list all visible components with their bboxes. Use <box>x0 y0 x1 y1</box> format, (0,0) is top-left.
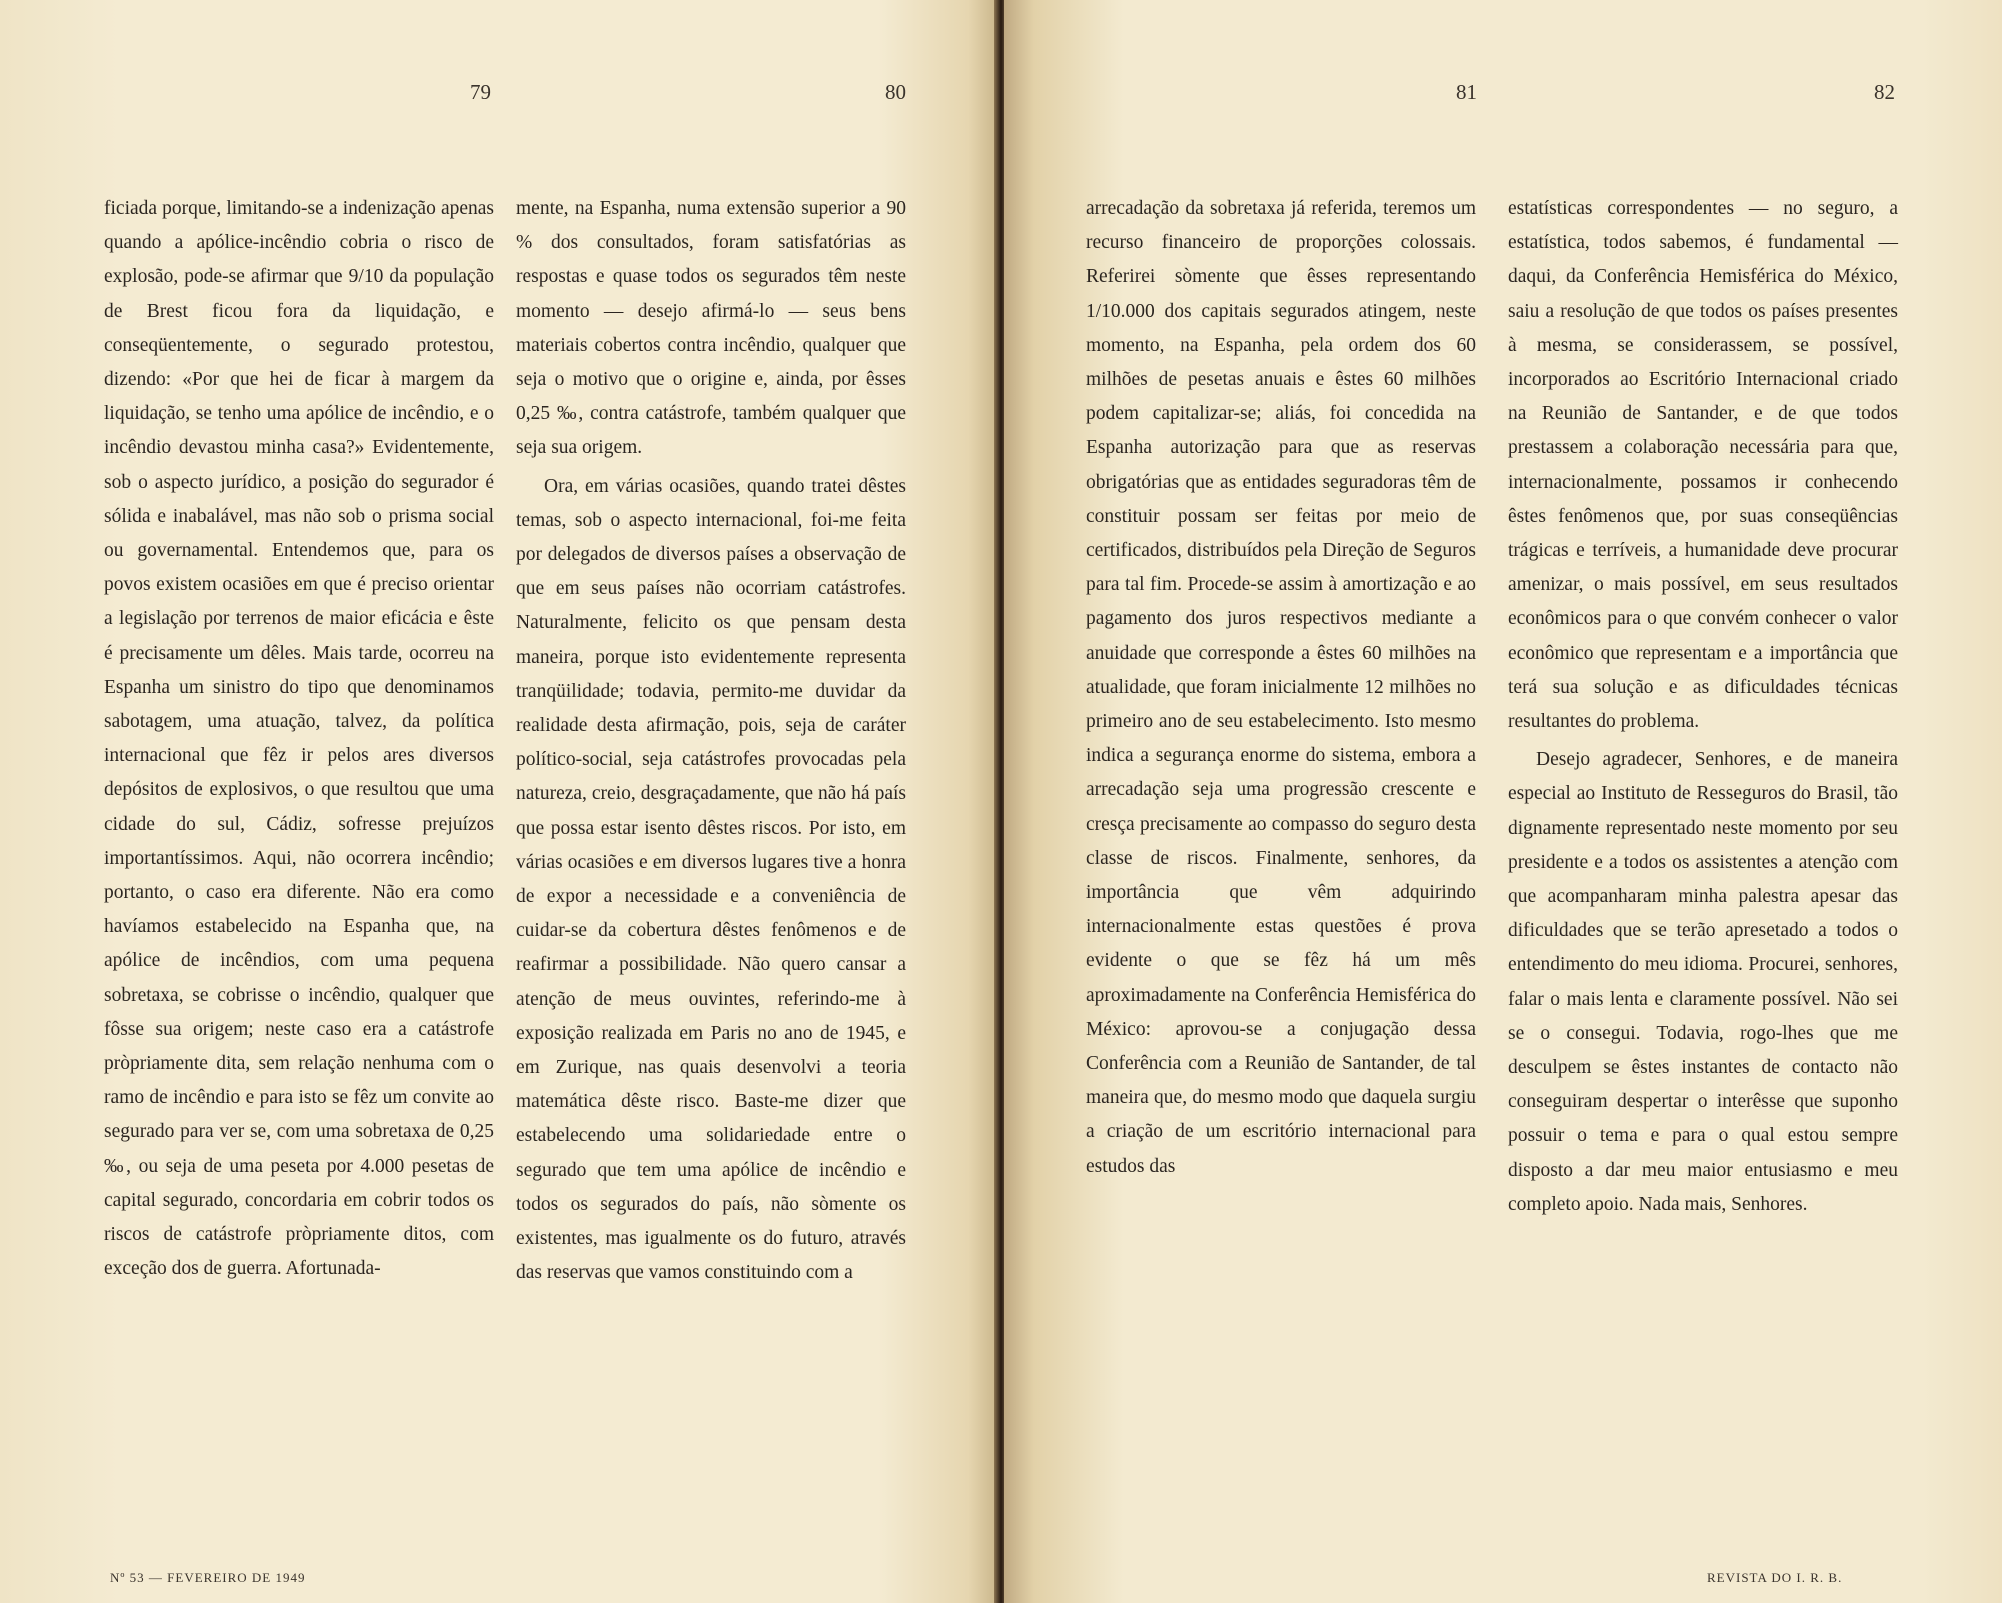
right-page <box>1004 0 2002 1603</box>
paragraph: estatísticas correspondentes — no seguro, a estatística, todos sabemos, é fundamental — daqui, da Conferência Hemisférica do México, saiu a resolução de que todos os países presentes à mesma, se considerassem, se possível, incorporados ao Escritório Internacional criado na Reunião de Santander, e de que todos prestassem a colaboração necessária para que, internacionalmente, possamos ir conhecendo êstes fenômenos que, por suas conseqüências trágicas e terríveis, a humanidade deve procurar amenizar, o mais possível, em seus resultados econômicos para o que convém conhecer o valor econômico que representam e a importância que terá sua solução e as dificuldades técnicas resultantes do problema. <box>1508 198 1898 733</box>
left-page <box>0 0 998 1603</box>
paragraph: Ora, em várias ocasiões, quando tratei dêstes temas, sob o aspecto internacional, foi-me feita por delegados de diversos países a observação de que em seus países não ocorriam catástrofes. Naturalmente, felicito os que pensam desta maneira, porque isto evidentemente representa tranqüilidade; todavia, permito-me duvidar da realidade desta afirmação, pois, seja de caráter político-social, seja catástrofes provocadas pela natureza, creio, desgraçadamente, que não há país que possa estar isento dêstes riscos. Por isto, em várias ocasiões e em diversos lugares tive a honra de expor a necessidade e a conveniência de cuidar-se da cobertura dêstes fenômenos e de reafirmar a possibilidade. Não quero cansar a atenção de meus ouvintes, referindo-me à exposição realizada em Paris no ano de 1945, e em Zurique, nas quais desenvolvi a teoria matemática dêste risco. Baste-me dizer que estabelecendo uma solidariedade entre o segurado que tem uma apólice de incêndio e todos os segurados do país, não sòmente os existentes, mas igualmente os do futuro, através das reservas que vamos constituindo com a <box>516 475 906 1284</box>
page-number-79: 79 <box>470 80 491 104</box>
paragraph: Desejo agradecer, Senhores, e de maneira especial ao Instituto de Resseguros do Brasil, tão dignamente representado neste momento por seu presidente e a todos os assistentes a atenção com que acompanharam minha palestra apesar das dificuldades que se terão apresetado a todos o entendimento do meu idioma. Procurei, senhores, falar o mais lenta e claramente possível. Não sei se o consegui. Todavia, rogo-lhes que me desculpem se êstes instantes de contacto não conseguiram despertar o interêsse que suponho possuir o tema e para o qual estou sempre disposto a dar meu maior entusiasmo e meu completo apoio. Nada mais, Senhores. <box>1508 749 1898 1215</box>
column-page-80 <box>516 192 906 1291</box>
footer-journal: REVISTA DO I. R. B. <box>1707 1570 1843 1585</box>
column-page-81 <box>1086 192 1476 1184</box>
paragraph: ficiada porque, limitando-se a indenização apenas quando a apólice-incêndio cobria o risco de explosão, pode-se afirmar que 9/10 da população de Brest ficou fora da liquidação, e conseqüentemente, o segurado protestou, dizendo: «Por que hei de ficar à margem da liquidação, se tenho uma apólice de incêndio, e o incêndio devastou minha casa?» Evidentemente, sob o aspecto jurídico, a posição do segurador é sólida e inabalável, mas não sob o prisma social ou governamental. Entendemos que, para os povos existem ocasiões em que é preciso orientar a legislação por terrenos de maior eficácia e êste é precisamente um dêles. Mais tarde, ocorreu na Espanha um sinistro do tipo que denominamos sabotagem, uma atuação, talvez, da política internacional que fêz ir pelos ares diversos depósitos de explosivos, o que resultou que uma cidade do sul, Cádiz, sofresse prejuízos importantíssimos. Aqui, não ocorrera incêndio; portanto, o caso era diferente. Não era como havíamos estabelecido na Espanha que, na apólice de incêndios, com uma pequena sobretaxa, se cobrisse o incêndio, qualquer que fôsse sua origem; neste caso era a catástrofe pròpriamente dita, sem relação nenhuma com o ramo de incêndio e para isto se fêz um convite ao segurado para ver se, com uma sobretaxa de 0,25 ‰, ou seja de uma peseta por 4.000 pesetas de capital segurado, concordaria em cobrir todos os riscos de catástrofe pròpriamente ditos, com exceção dos de guerra. Afortunada- <box>104 198 494 1280</box>
page-number-80: 80 <box>885 80 906 104</box>
page-number-81: 81 <box>1456 80 1477 104</box>
footer-issue: Nº 53 — FEVEREIRO DE 1949 <box>110 1570 306 1585</box>
paragraph: arrecadação da sobretaxa já referida, teremos um recurso financeiro de proporções colossais. Referirei sòmente que êsses representando 1/10.000 dos capitais segurados atingem, neste momento, na Espanha, pela ordem dos 60 milhões de pesetas anuais e êstes 60 milhões podem capitalizar-se; aliás, foi concedida na Espanha autorização para que as reservas obrigatórias que as entidades seguradoras têm de constituir possam ser feitas por meio de certificados, distribuídos pela Direção de Seguros para tal fim. Procede-se assim à amortização e ao pagamento dos juros respectivos mediante a anuidade que corresponde a êstes 60 milhões na atualidade, que foram inicialmente 12 milhões no primeiro ano de seu estabelecimento. Isto mesmo indica a segurança enorme do sistema, embora a arrecadação seja uma progressão crescente e cresça precisamente ao compasso do seguro desta classe de riscos. Finalmente, senhores, da importância que vêm adquirindo internacionalmente estas questões é prova evidente o que se fêz há um mês aproximadamente na Conferência Hemisférica do México: aprovou-se a conjugação dessa Conferência com a Reunião de Santander, de tal maneira que, do mesmo modo que daquela surgiu a criação de um escritório internacional para estudos das <box>1086 198 1476 1177</box>
column-page-82 <box>1508 192 1898 1222</box>
page-number-82: 82 <box>1874 80 1895 104</box>
paragraph: mente, na Espanha, numa extensão superior a 90 % dos consultados, foram satisfatórias as respostas e quase todos os segurados têm neste momento — desejo afirmá-lo — seus bens materiais cobertos contra incêndio, qualquer que seja o motivo que o origine e, ainda, por êsses 0,25 ‰, contra catástrofe, também qualquer que seja sua origem. <box>516 198 906 459</box>
column-page-79 <box>104 192 494 1287</box>
